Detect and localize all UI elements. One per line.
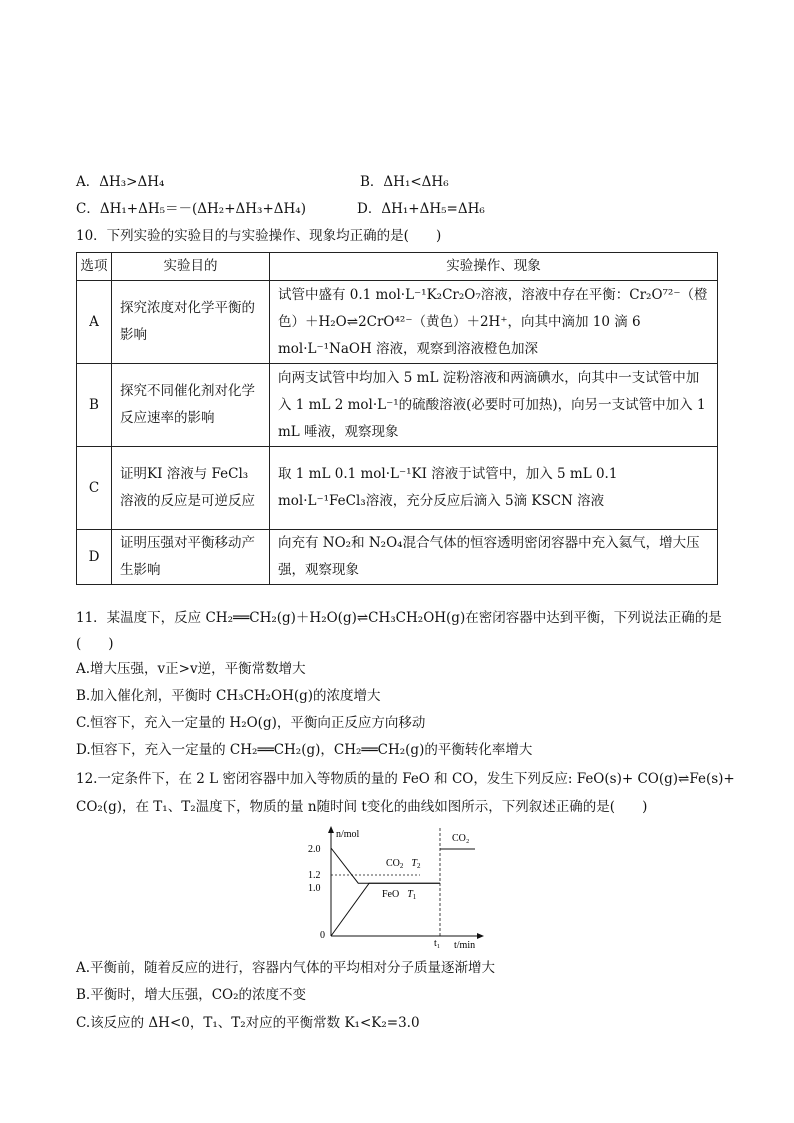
y-axis-arrow bbox=[328, 826, 334, 833]
header-option: 选项 bbox=[77, 253, 112, 281]
series-label-feo: FeO $T_1$ bbox=[382, 889, 417, 901]
row-goal: 证明KI 溶液与 FeCl₃溶液的反应是可逆反应 bbox=[112, 447, 270, 530]
q9-option-a: A．ΔH₃>ΔH₄ bbox=[76, 174, 165, 190]
y-tick-label: 2.0 bbox=[308, 844, 321, 855]
row-option: C bbox=[77, 447, 112, 530]
row-goal: 探究浓度对化学平衡的影响 bbox=[112, 281, 270, 364]
row-option: D bbox=[77, 530, 112, 585]
y-tick-label: 1.0 bbox=[308, 883, 321, 894]
row-option: B bbox=[77, 364, 112, 447]
q9-option-d: D．ΔH₁+ΔH₅=ΔH₆ bbox=[357, 201, 485, 217]
q11-stem-line2: ( ) bbox=[76, 636, 114, 652]
table-header-row bbox=[77, 253, 718, 281]
q12-option-a: A.平衡前，随着反应的进行，容器内气体的平均相对分子质量逐渐增大 bbox=[76, 960, 496, 976]
q9-option-b: B．ΔH₁<ΔH₆ bbox=[360, 174, 449, 190]
table-row bbox=[77, 281, 718, 364]
x-axis-arrow bbox=[477, 933, 484, 939]
q11-option-a: A.增大压强，v正>v逆，平衡常数增大 bbox=[76, 661, 306, 677]
q9-option-c: C．ΔH₁+ΔH₅＝－(ΔH₂+ΔH₃+ΔH₄) bbox=[76, 201, 306, 217]
row-operation: 向两支试管中均加入 5 mL 淀粉溶液和两滴碘水，向其中一支试管中加入 1 mL 2 mol·L⁻¹的硫酸溶液(必要时可加热)，向另一支试管中加入 1 mL 唾液，观察现象 bbox=[270, 364, 718, 447]
row-operation: 取 1 mL 0.1 mol·L⁻¹KI 溶液于试管中，加入 5 mL 0.1 mol·L⁻¹FeCl₃溶液，充分反应后滴入 5滴 KSCN 溶液 bbox=[270, 447, 718, 530]
q12-stem-line2: CO₂(g)，在 T₁、T₂温度下，物质的量 n随时间 t变化的曲线如图所示，下列叙述正确的是( ) bbox=[76, 799, 648, 815]
q12-option-b: B.平衡时，增大压强，CO₂的浓度不变 bbox=[76, 987, 307, 1003]
x-axis-label: t/min bbox=[454, 940, 476, 950]
n-t-graph bbox=[300, 826, 500, 950]
q11-option-c: C.恒容下，充入一定量的 H₂O(g)，平衡向正反应方向移动 bbox=[76, 715, 426, 731]
y-tick-label: 0 bbox=[320, 930, 325, 941]
x-tick-label: t₁ bbox=[434, 938, 441, 949]
header-goal: 实验目的 bbox=[112, 253, 270, 281]
co2-after-t1-label: CO₂ bbox=[452, 833, 470, 844]
q12-stem-line1: 12.一定条件下，在 2 L 密闭容器中加入等物质的量的 FeO 和 CO，发生下列反应: FeO(s)+ CO(g)⇌Fe(s)+ bbox=[76, 771, 735, 787]
table-row bbox=[77, 447, 718, 530]
table-row bbox=[77, 364, 718, 447]
row-operation: 向充有 NO₂和 N₂O₄混合气体的恒容透明密闭容器中充入氦气，增大压强，观察现象 bbox=[270, 530, 718, 585]
row-operation: 试管中盛有 0.1 mol·L⁻¹K₂Cr₂O₇溶液，溶液中存在平衡：Cr₂O⁷²⁻（橙色）＋H₂O⇌2CrO⁴²⁻（黄色）＋2H⁺，向其中滴加 10 滴 6 mol·L⁻¹NaOH 溶液，观察到溶液橙色加深 bbox=[270, 281, 718, 364]
q11-option-b: B.加入催化剂，平衡时 CH₃CH₂OH(g)的浓度增大 bbox=[76, 688, 381, 704]
table-row bbox=[77, 530, 718, 585]
y-axis-label: n/mol bbox=[336, 829, 360, 840]
y-tick-label: 1.2 bbox=[308, 870, 321, 881]
q11-stem-line1: 11．某温度下，反应 CH₂══CH₂(g)＋H₂O(g)⇌CH₃CH₂OH(g)在密闭容器中达到平衡，下列说法正确的是 bbox=[76, 610, 722, 626]
experiment-table bbox=[76, 252, 718, 585]
q11-option-d: D.恒容下，充入一定量的 CH₂══CH₂(g)，CH₂══CH₂(g)的平衡转化率增大 bbox=[76, 742, 533, 758]
row-goal: 证明压强对平衡移动产生影响 bbox=[112, 530, 270, 585]
header-operation: 实验操作、现象 bbox=[270, 253, 718, 281]
q10-stem: 10．下列实验的实验目的与实验操作、现象均正确的是( ) bbox=[76, 228, 442, 244]
series-label-co2: $CO_2$ $T_2$ bbox=[386, 858, 421, 870]
row-goal: 探究不同催化剂对化学反应速率的影响 bbox=[112, 364, 270, 447]
row-option: A bbox=[77, 281, 112, 364]
q12-option-c: C.该反应的 ΔH<0，T₁、T₂对应的平衡常数 K₁<K₂=3.0 bbox=[76, 1015, 420, 1031]
